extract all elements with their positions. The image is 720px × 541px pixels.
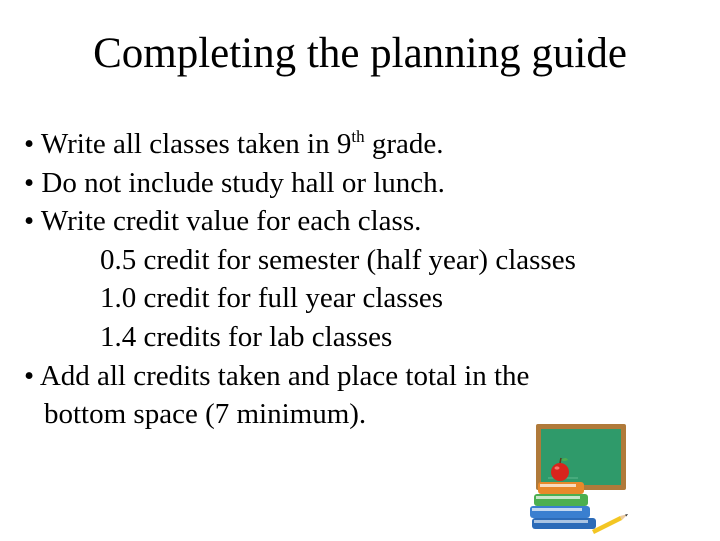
- bullet-symbol: •: [24, 359, 35, 392]
- bullet-item: [24, 202, 704, 241]
- bullet-symbol: •: [24, 128, 35, 160]
- bullet-item: [24, 125, 704, 164]
- bullet-text: Add all credits taken and place total in the: [39, 359, 530, 392]
- chalkboard-books-apple-icon: [508, 420, 634, 536]
- bullet-item: [24, 357, 704, 396]
- book-blue-top: [532, 518, 596, 529]
- book-orange: [538, 482, 584, 494]
- bullet-text: Write credit value for each class.: [40, 205, 422, 238]
- bullet-text: Do not include study hall or lunch.: [41, 166, 445, 199]
- slide-title: Completing the planning guide: [93, 30, 627, 77]
- superscript-th: th: [351, 127, 365, 146]
- bullet-continuation: bottom space (7 minimum).: [44, 398, 367, 431]
- bullet-text: Write all classes taken in 9: [40, 128, 352, 160]
- sub-item-semester-credit: 0.5 credit for semester (half year) classes: [100, 243, 576, 276]
- book-blue: [530, 506, 590, 518]
- sub-item-full-year-credit: 1.0 credit for full year classes: [100, 282, 444, 315]
- bullet-item: [24, 164, 704, 203]
- bullet-symbol: •: [24, 205, 35, 238]
- apple: [551, 463, 569, 481]
- sub-item-lab-credit: 1.4 credits for lab classes: [100, 320, 393, 353]
- bullet-text-end: grade.: [364, 128, 444, 160]
- bullet-list: [24, 125, 704, 434]
- book-green: [534, 494, 588, 506]
- bullet-symbol: •: [24, 166, 35, 199]
- pencil: [592, 514, 628, 534]
